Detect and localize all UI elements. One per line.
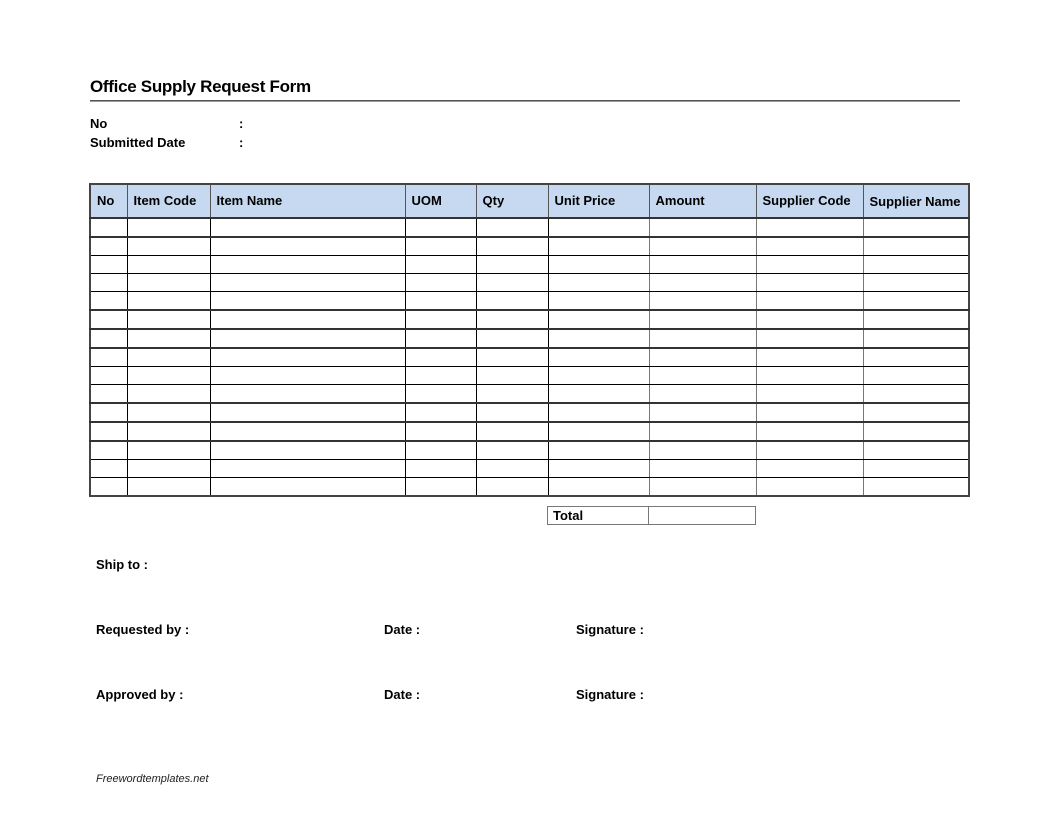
cell-item-name[interactable] — [210, 422, 405, 441]
cell-qty[interactable] — [476, 478, 548, 497]
cell-supplier-code[interactable] — [756, 292, 863, 311]
total-table — [547, 506, 756, 525]
cell-amount[interactable] — [649, 478, 756, 497]
cell-qty[interactable] — [476, 385, 548, 404]
cell-item-code[interactable] — [127, 478, 210, 497]
cell-amount[interactable] — [649, 367, 756, 385]
cell-qty[interactable] — [476, 218, 548, 237]
cell-item-code[interactable] — [127, 422, 210, 441]
meta-colon-submitted-date: : — [239, 135, 244, 150]
approved-signature-label: Signature : — [576, 687, 644, 702]
table-row — [90, 367, 969, 385]
cell-item-name[interactable] — [210, 348, 405, 367]
cell-item-name[interactable] — [210, 292, 405, 311]
cell-item-code[interactable] — [127, 367, 210, 385]
cell-supplier-name[interactable] — [863, 385, 969, 404]
cell-uom[interactable] — [405, 256, 476, 274]
cell-item-code[interactable] — [127, 385, 210, 404]
table-row — [90, 460, 969, 478]
cell-amount[interactable] — [649, 348, 756, 367]
meta-label-no: No — [90, 116, 108, 131]
cell-qty[interactable] — [476, 292, 548, 311]
cell-uom[interactable] — [405, 403, 476, 422]
cell-item-code[interactable] — [127, 348, 210, 367]
cell-supplier-code[interactable] — [756, 348, 863, 367]
cell-unit-price[interactable] — [548, 422, 649, 441]
cell-item-name[interactable] — [210, 367, 405, 385]
cell-unit-price[interactable] — [548, 478, 649, 497]
cell-uom[interactable] — [405, 329, 476, 348]
cell-qty[interactable] — [476, 403, 548, 422]
column-header-no: No — [90, 184, 127, 218]
cell-amount[interactable] — [649, 460, 756, 478]
cell-qty[interactable] — [476, 329, 548, 348]
cell-unit-price[interactable] — [548, 460, 649, 478]
table-row — [90, 218, 969, 237]
cell-item-code[interactable] — [127, 218, 210, 237]
cell-uom[interactable] — [405, 274, 476, 292]
table-row — [90, 403, 969, 422]
total-row — [548, 507, 756, 525]
cell-item-code[interactable] — [127, 274, 210, 292]
cell-no[interactable] — [90, 256, 127, 274]
cell-qty[interactable] — [476, 237, 548, 256]
column-header-supplier-code: Supplier Code — [756, 184, 863, 218]
table-row — [90, 310, 969, 329]
cell-supplier-code[interactable] — [756, 218, 863, 237]
cell-unit-price[interactable] — [548, 310, 649, 329]
cell-item-code[interactable] — [127, 237, 210, 256]
cell-item-name[interactable] — [210, 237, 405, 256]
cell-unit-price[interactable] — [548, 274, 649, 292]
cell-qty[interactable] — [476, 348, 548, 367]
cell-item-code[interactable] — [127, 292, 210, 311]
cell-supplier-name[interactable] — [863, 256, 969, 274]
column-header-unit-price: Unit Price — [548, 184, 649, 218]
cell-supplier-name[interactable] — [863, 422, 969, 441]
cell-amount[interactable] — [649, 329, 756, 348]
table-row — [90, 292, 969, 311]
cell-supplier-code[interactable] — [756, 367, 863, 385]
cell-amount[interactable] — [649, 256, 756, 274]
cell-uom[interactable] — [405, 441, 476, 460]
cell-no[interactable] — [90, 385, 127, 404]
form-title: Office Supply Request Form — [90, 77, 311, 96]
cell-item-name[interactable] — [210, 256, 405, 274]
cell-no[interactable] — [90, 310, 127, 329]
cell-no[interactable] — [90, 329, 127, 348]
cell-supplier-name[interactable] — [863, 237, 969, 256]
cell-qty[interactable] — [476, 367, 548, 385]
cell-uom[interactable] — [405, 460, 476, 478]
total-value-cell[interactable] — [649, 507, 756, 525]
cell-amount[interactable] — [649, 441, 756, 460]
total-label: Total — [548, 507, 649, 525]
items-table — [89, 183, 970, 497]
cell-supplier-code[interactable] — [756, 441, 863, 460]
requested-date-label: Date : — [384, 622, 421, 637]
cell-qty[interactable] — [476, 256, 548, 274]
cell-amount[interactable] — [649, 422, 756, 441]
cell-no[interactable] — [90, 348, 127, 367]
cell-item-name[interactable] — [210, 218, 405, 237]
cell-supplier-name[interactable] — [863, 348, 969, 367]
cell-uom[interactable] — [405, 310, 476, 329]
cell-item-name[interactable] — [210, 478, 405, 497]
cell-uom[interactable] — [405, 237, 476, 256]
table-row — [90, 256, 969, 274]
cell-supplier-code[interactable] — [756, 478, 863, 497]
approved-date-label: Date : — [384, 687, 421, 702]
cell-no[interactable] — [90, 422, 127, 441]
table-row — [90, 329, 969, 348]
cell-unit-price[interactable] — [548, 367, 649, 385]
cell-item-code[interactable] — [127, 329, 210, 348]
cell-uom[interactable] — [405, 478, 476, 497]
cell-unit-price[interactable] — [548, 441, 649, 460]
cell-supplier-code[interactable] — [756, 329, 863, 348]
cell-amount[interactable] — [649, 310, 756, 329]
cell-qty[interactable] — [476, 274, 548, 292]
cell-qty[interactable] — [476, 441, 548, 460]
cell-unit-price[interactable] — [548, 348, 649, 367]
cell-supplier-code[interactable] — [756, 274, 863, 292]
cell-item-name[interactable] — [210, 274, 405, 292]
cell-supplier-name[interactable] — [863, 367, 969, 385]
cell-amount[interactable] — [649, 274, 756, 292]
column-header-amount: Amount — [649, 184, 756, 218]
cell-unit-price[interactable] — [548, 256, 649, 274]
cell-supplier-code[interactable] — [756, 460, 863, 478]
table-header-row — [90, 184, 969, 218]
cell-item-name[interactable] — [210, 460, 405, 478]
cell-no[interactable] — [90, 292, 127, 311]
cell-no[interactable] — [90, 460, 127, 478]
cell-no[interactable] — [90, 478, 127, 497]
approved-by-label: Approved by : — [96, 687, 184, 702]
table-row — [90, 237, 969, 256]
cell-supplier-name[interactable] — [863, 441, 969, 460]
cell-supplier-code[interactable] — [756, 422, 863, 441]
cell-qty[interactable] — [476, 422, 548, 441]
cell-supplier-code[interactable] — [756, 403, 863, 422]
cell-amount[interactable] — [649, 237, 756, 256]
cell-no[interactable] — [90, 403, 127, 422]
table-row — [90, 422, 969, 441]
meta-label-submitted-date: Submitted Date — [90, 135, 186, 150]
cell-supplier-name[interactable] — [863, 460, 969, 478]
cell-item-name[interactable] — [210, 310, 405, 329]
cell-item-name[interactable] — [210, 441, 405, 460]
cell-uom[interactable] — [405, 218, 476, 237]
cell-no[interactable] — [90, 441, 127, 460]
cell-item-name[interactable] — [210, 403, 405, 422]
cell-qty[interactable] — [476, 460, 548, 478]
cell-unit-price[interactable] — [548, 218, 649, 237]
cell-item-code[interactable] — [127, 460, 210, 478]
cell-item-name[interactable] — [210, 385, 405, 404]
column-header-uom: UOM — [405, 184, 476, 218]
table-row — [90, 441, 969, 460]
cell-no[interactable] — [90, 274, 127, 292]
cell-amount[interactable] — [649, 385, 756, 404]
cell-uom[interactable] — [405, 385, 476, 404]
cell-uom[interactable] — [405, 292, 476, 311]
cell-supplier-name[interactable] — [863, 218, 969, 237]
cell-uom[interactable] — [405, 422, 476, 441]
table-row — [90, 274, 969, 292]
column-header-item-code: Item Code — [127, 184, 210, 218]
cell-amount[interactable] — [649, 218, 756, 237]
cell-supplier-code[interactable] — [756, 385, 863, 404]
footer-credit: Freewordtemplates.net — [96, 773, 209, 785]
cell-item-code[interactable] — [127, 256, 210, 274]
title-divider — [90, 100, 960, 102]
table-row — [90, 478, 969, 497]
cell-unit-price[interactable] — [548, 237, 649, 256]
cell-supplier-name[interactable] — [863, 274, 969, 292]
requested-signature-label: Signature : — [576, 622, 644, 637]
cell-uom[interactable] — [405, 348, 476, 367]
column-header-qty: Qty — [476, 184, 548, 218]
cell-no[interactable] — [90, 237, 127, 256]
cell-item-code[interactable] — [127, 441, 210, 460]
cell-no[interactable] — [90, 367, 127, 385]
cell-amount[interactable] — [649, 292, 756, 311]
column-header-supplier-name: Supplier Name — [863, 184, 969, 218]
cell-item-name[interactable] — [210, 329, 405, 348]
cell-supplier-name[interactable] — [863, 310, 969, 329]
ship-to-label: Ship to : — [96, 557, 148, 572]
cell-supplier-code[interactable] — [756, 237, 863, 256]
meta-colon-no: : — [239, 116, 244, 131]
column-header-item-name: Item Name — [210, 184, 405, 218]
cell-item-code[interactable] — [127, 310, 210, 329]
cell-supplier-name[interactable] — [863, 478, 969, 497]
cell-no[interactable] — [90, 218, 127, 237]
table-row — [90, 348, 969, 367]
cell-qty[interactable] — [476, 310, 548, 329]
cell-amount[interactable] — [649, 403, 756, 422]
cell-unit-price[interactable] — [548, 292, 649, 311]
requested-by-label: Requested by : — [96, 622, 190, 637]
cell-item-code[interactable] — [127, 403, 210, 422]
cell-unit-price[interactable] — [548, 403, 649, 422]
cell-supplier-code[interactable] — [756, 310, 863, 329]
table-row — [90, 385, 969, 404]
cell-supplier-name[interactable] — [863, 403, 969, 422]
cell-unit-price[interactable] — [548, 329, 649, 348]
cell-uom[interactable] — [405, 367, 476, 385]
cell-supplier-code[interactable] — [756, 256, 863, 274]
cell-supplier-name[interactable] — [863, 292, 969, 311]
cell-unit-price[interactable] — [548, 385, 649, 404]
cell-supplier-name[interactable] — [863, 329, 969, 348]
